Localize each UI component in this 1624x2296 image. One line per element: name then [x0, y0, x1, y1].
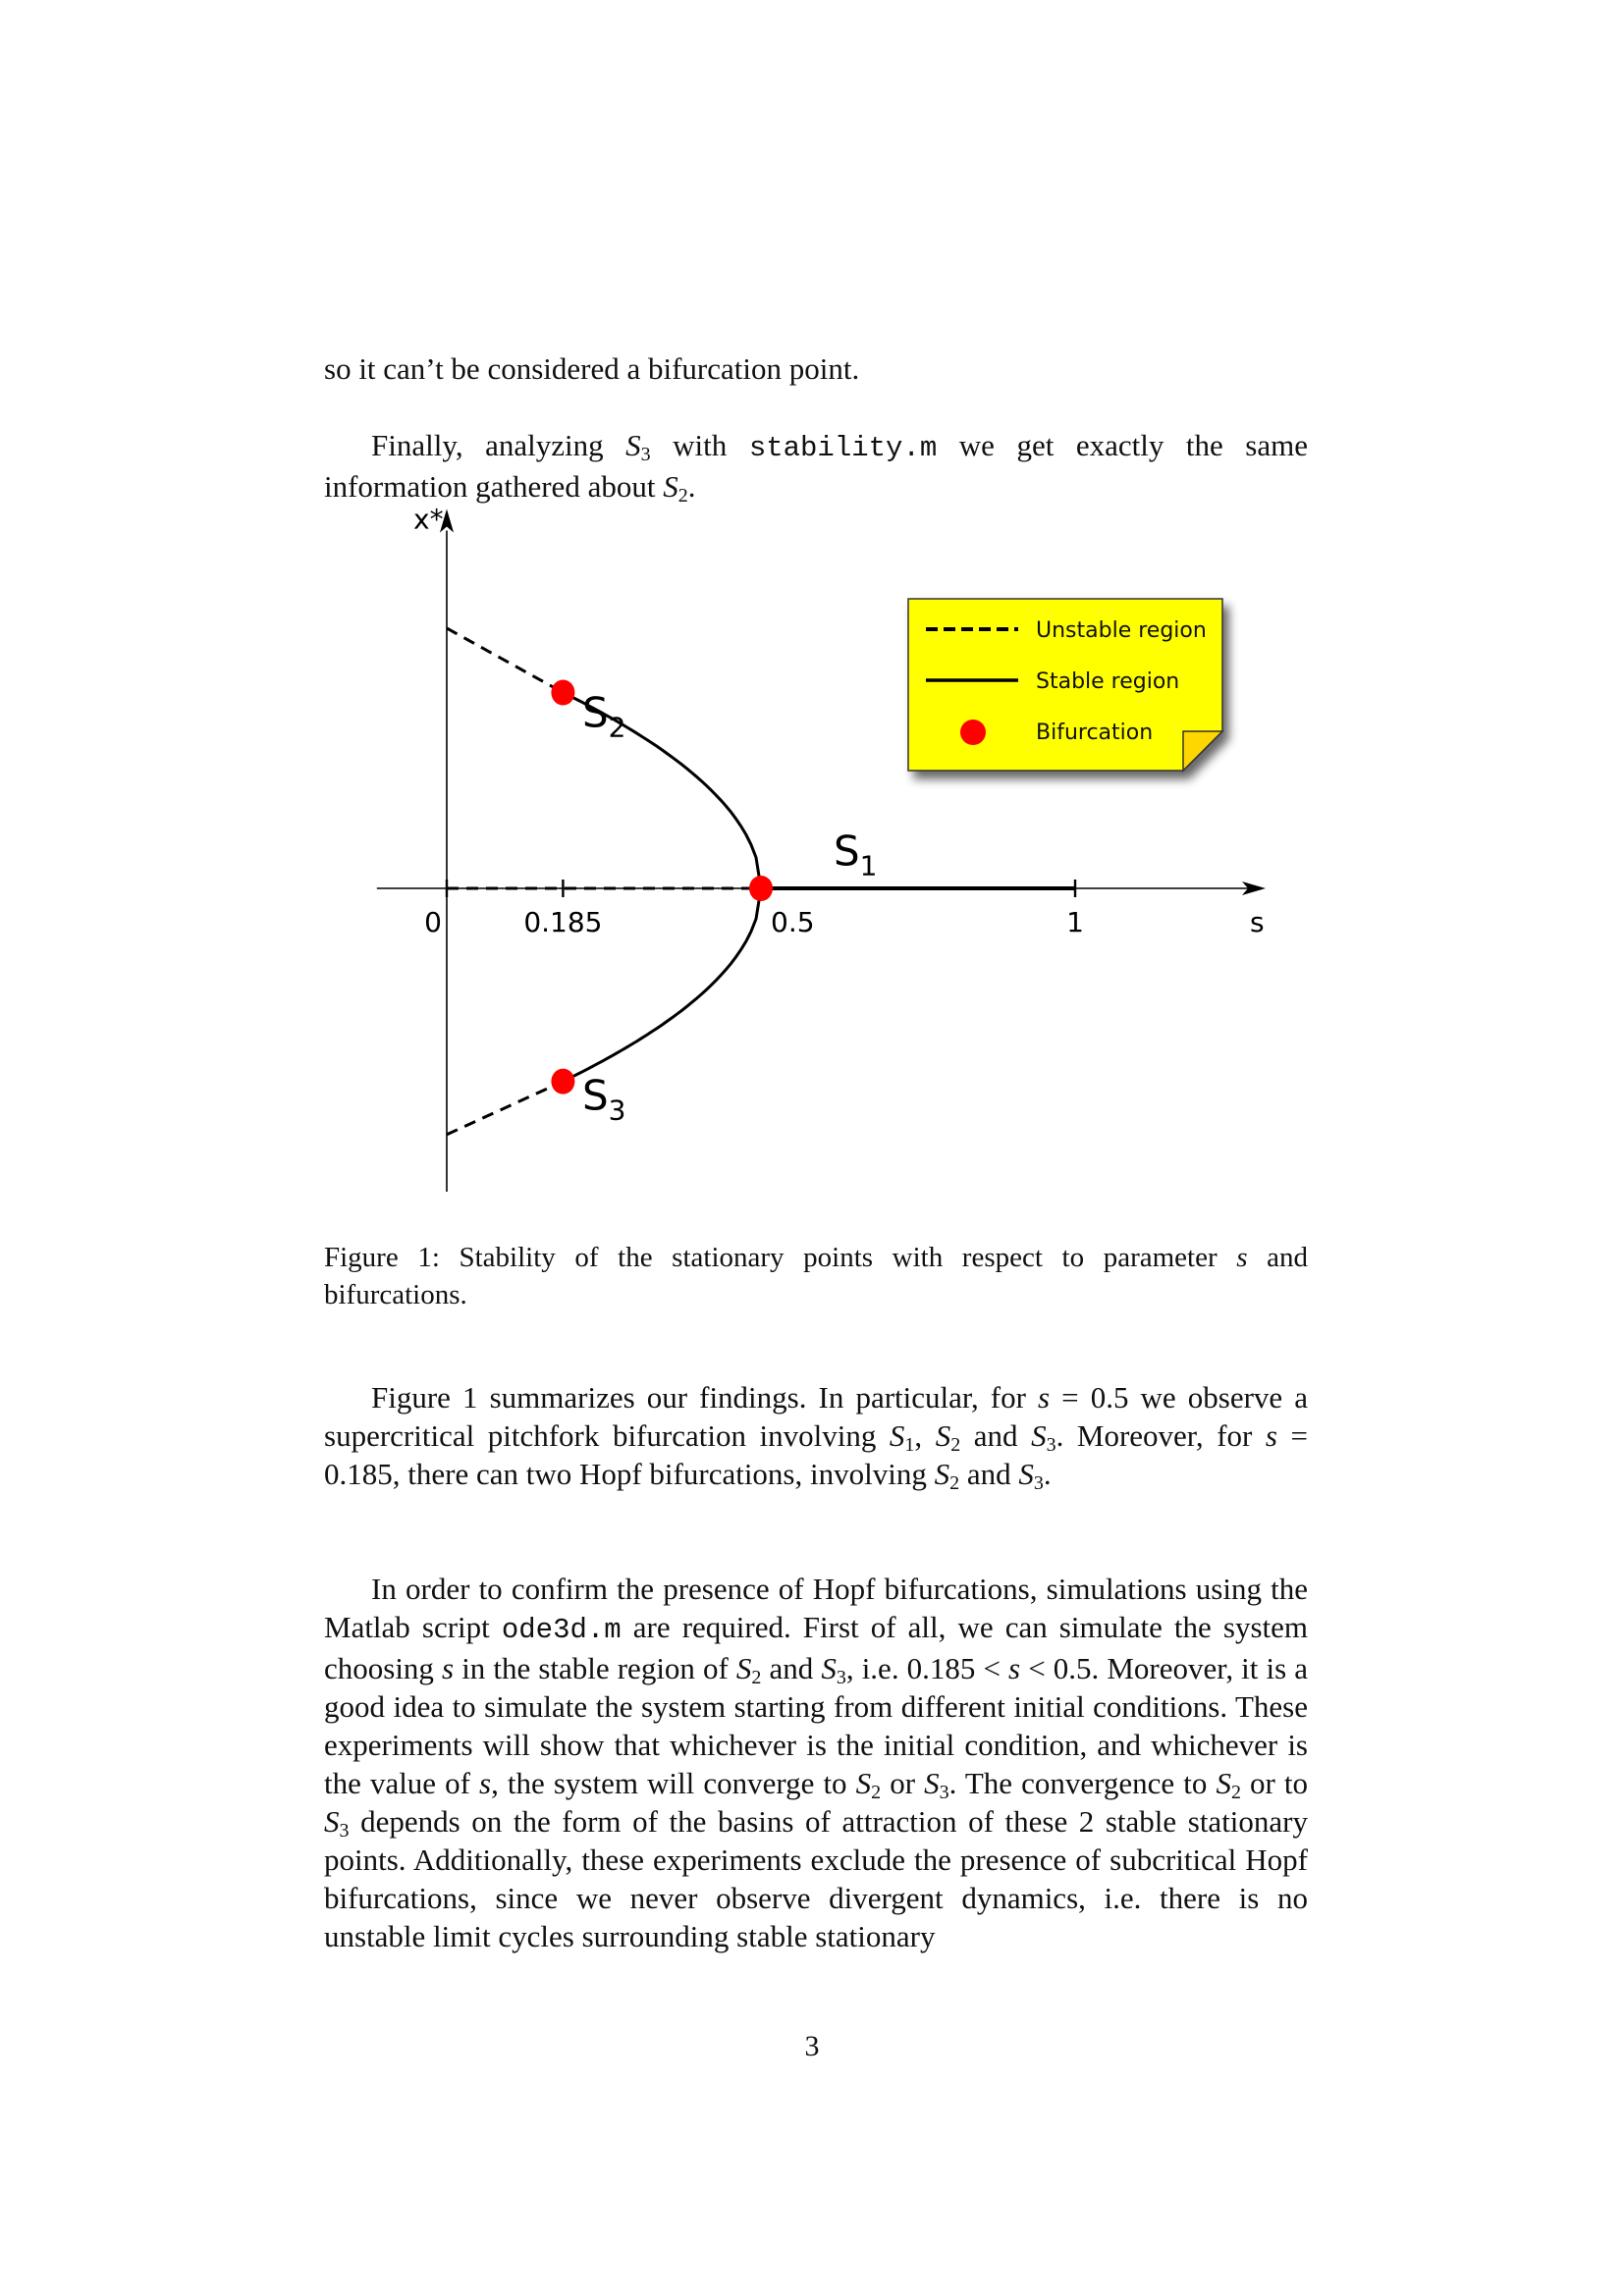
legend-swatch-dot	[960, 720, 986, 745]
text: in the stable region of	[454, 1651, 736, 1685]
math-sub: 2	[751, 1667, 762, 1688]
math-s: s	[1265, 1418, 1277, 1453]
text: and	[959, 1457, 1019, 1491]
text: Finally, analyzing	[371, 428, 626, 462]
text: , the system will converge to	[491, 1766, 856, 1800]
text: are required. First of all, we can simulate the system choosing	[324, 1610, 1308, 1685]
math-S: S	[855, 1766, 872, 1800]
paragraph-findings	[324, 1378, 1308, 1493]
series-label-main: S	[834, 827, 860, 876]
text: and	[960, 1418, 1032, 1453]
bifurcation-point-pitchfork	[749, 876, 773, 901]
math-sub: 3	[640, 444, 651, 465]
paragraph-s3-analysis	[324, 426, 1308, 506]
text: we get exactly the same information gathered about	[324, 428, 1308, 504]
series-label-sub: 2	[608, 711, 626, 744]
math-sub: 2	[1230, 1782, 1241, 1803]
math-S: S	[1018, 1457, 1034, 1491]
math-sub: 1	[904, 1434, 915, 1456]
text: . Moreover, for	[1056, 1418, 1266, 1453]
bifurcation-figure	[353, 503, 1316, 1217]
code-filename: stability.m	[748, 432, 938, 464]
math-S: S	[821, 1651, 837, 1685]
math-s: S	[663, 469, 678, 504]
text: < 0.5. Moreover, it is a good idea to simulate the system starting from different initial conditions. These experiments will show that whichever is the initial condition, and whichever is the value of	[324, 1651, 1309, 1800]
code-filename: ode3d.m	[501, 1614, 622, 1646]
series-label-sub: 1	[859, 849, 878, 882]
x-tick-label: 0.185	[523, 906, 603, 938]
math-sub: 3	[339, 1820, 350, 1842]
text: .	[1043, 1457, 1052, 1491]
math-S: S	[1031, 1418, 1047, 1453]
text: with	[650, 428, 749, 462]
s2-label	[582, 688, 626, 743]
math-sub: 2	[871, 1782, 882, 1803]
math-s: s	[1236, 1242, 1248, 1273]
legend-note-fold-icon	[1183, 731, 1222, 771]
bifurcation-chart	[353, 503, 1316, 1217]
math-S: S	[324, 1804, 340, 1839]
legend-label: Stable region	[1036, 669, 1180, 694]
text: = 0.5 we observe a supercritical pitchfork bifurcation involving	[324, 1380, 1308, 1453]
text: or to	[1240, 1766, 1309, 1800]
math-sub: 2	[950, 1434, 961, 1456]
figure-caption	[324, 1239, 1308, 1313]
series-label-main: S	[582, 688, 609, 737]
x-tick-label: 1	[1066, 906, 1084, 938]
math-S: S	[934, 1457, 950, 1491]
s3-unstable-curve	[447, 1082, 563, 1135]
x-tick-label: 0	[424, 906, 442, 938]
math-sub: 3	[1046, 1434, 1056, 1456]
x-tick-label: 0.5	[771, 906, 815, 938]
math-s: s	[479, 1766, 492, 1800]
math-s: s	[1008, 1651, 1021, 1685]
math-s: s	[442, 1651, 455, 1685]
math-sub: 3	[939, 1782, 949, 1803]
math-S: S	[735, 1651, 752, 1685]
text: Figure 1 summarizes our findings. In particular, for	[371, 1380, 1039, 1415]
bifurcation-point-hopf	[551, 1069, 574, 1095]
math-S: S	[935, 1418, 951, 1453]
math-sub: 3	[1033, 1472, 1044, 1494]
math-s: S	[625, 428, 641, 462]
text: = 0.185, there can two Hopf bifurcations, involving	[324, 1418, 1309, 1491]
y-axis-label: x*	[413, 503, 444, 536]
paragraph-simulations	[324, 1570, 1308, 1955]
text: and bifurcations.	[324, 1242, 1309, 1310]
legend-label: Unstable region	[1036, 618, 1207, 643]
text: . The convergence to	[948, 1766, 1217, 1800]
text: and	[761, 1651, 822, 1685]
math-sub: 2	[677, 485, 688, 507]
text: , i.e. 0.185 <	[845, 1651, 1009, 1685]
math-sub: 3	[836, 1667, 846, 1688]
text: ,	[914, 1418, 936, 1453]
math-S: S	[889, 1418, 905, 1453]
paragraph-intro: so it can’t be considered a bifurcation point.	[324, 351, 860, 386]
math-S: S	[1216, 1766, 1231, 1800]
s2-unstable-curve	[447, 628, 563, 693]
legend-label: Bifurcation	[1036, 721, 1154, 745]
bifurcation-point-hopf	[551, 680, 574, 706]
math-sub: 2	[949, 1472, 960, 1494]
series-label-main: S	[582, 1071, 609, 1120]
math-s: s	[1038, 1380, 1051, 1415]
s3-label	[582, 1072, 626, 1127]
text: depends on the form of the basins of attraction of these 2 stable stationary points. Additionally, these experiments exclude the presence of subcritical Hopf bifurcations, since we never observe divergent dynamics, i.e. there is no unstable limit cycles surrounding stable stationary	[324, 1804, 1308, 1953]
text: Figure 1: Stability of the stationary points with respect to parameter	[324, 1242, 1237, 1273]
text: or	[881, 1766, 925, 1800]
page-number: 3	[804, 2030, 820, 2062]
text: In order to confirm the presence of Hopf bifurcations, simulations using the Matlab script	[324, 1572, 1308, 1644]
math-S: S	[924, 1766, 940, 1800]
x-axis-label: s	[1250, 906, 1265, 938]
text: .	[687, 469, 696, 504]
s1-label	[834, 827, 878, 881]
series-label-sub: 3	[608, 1094, 626, 1127]
